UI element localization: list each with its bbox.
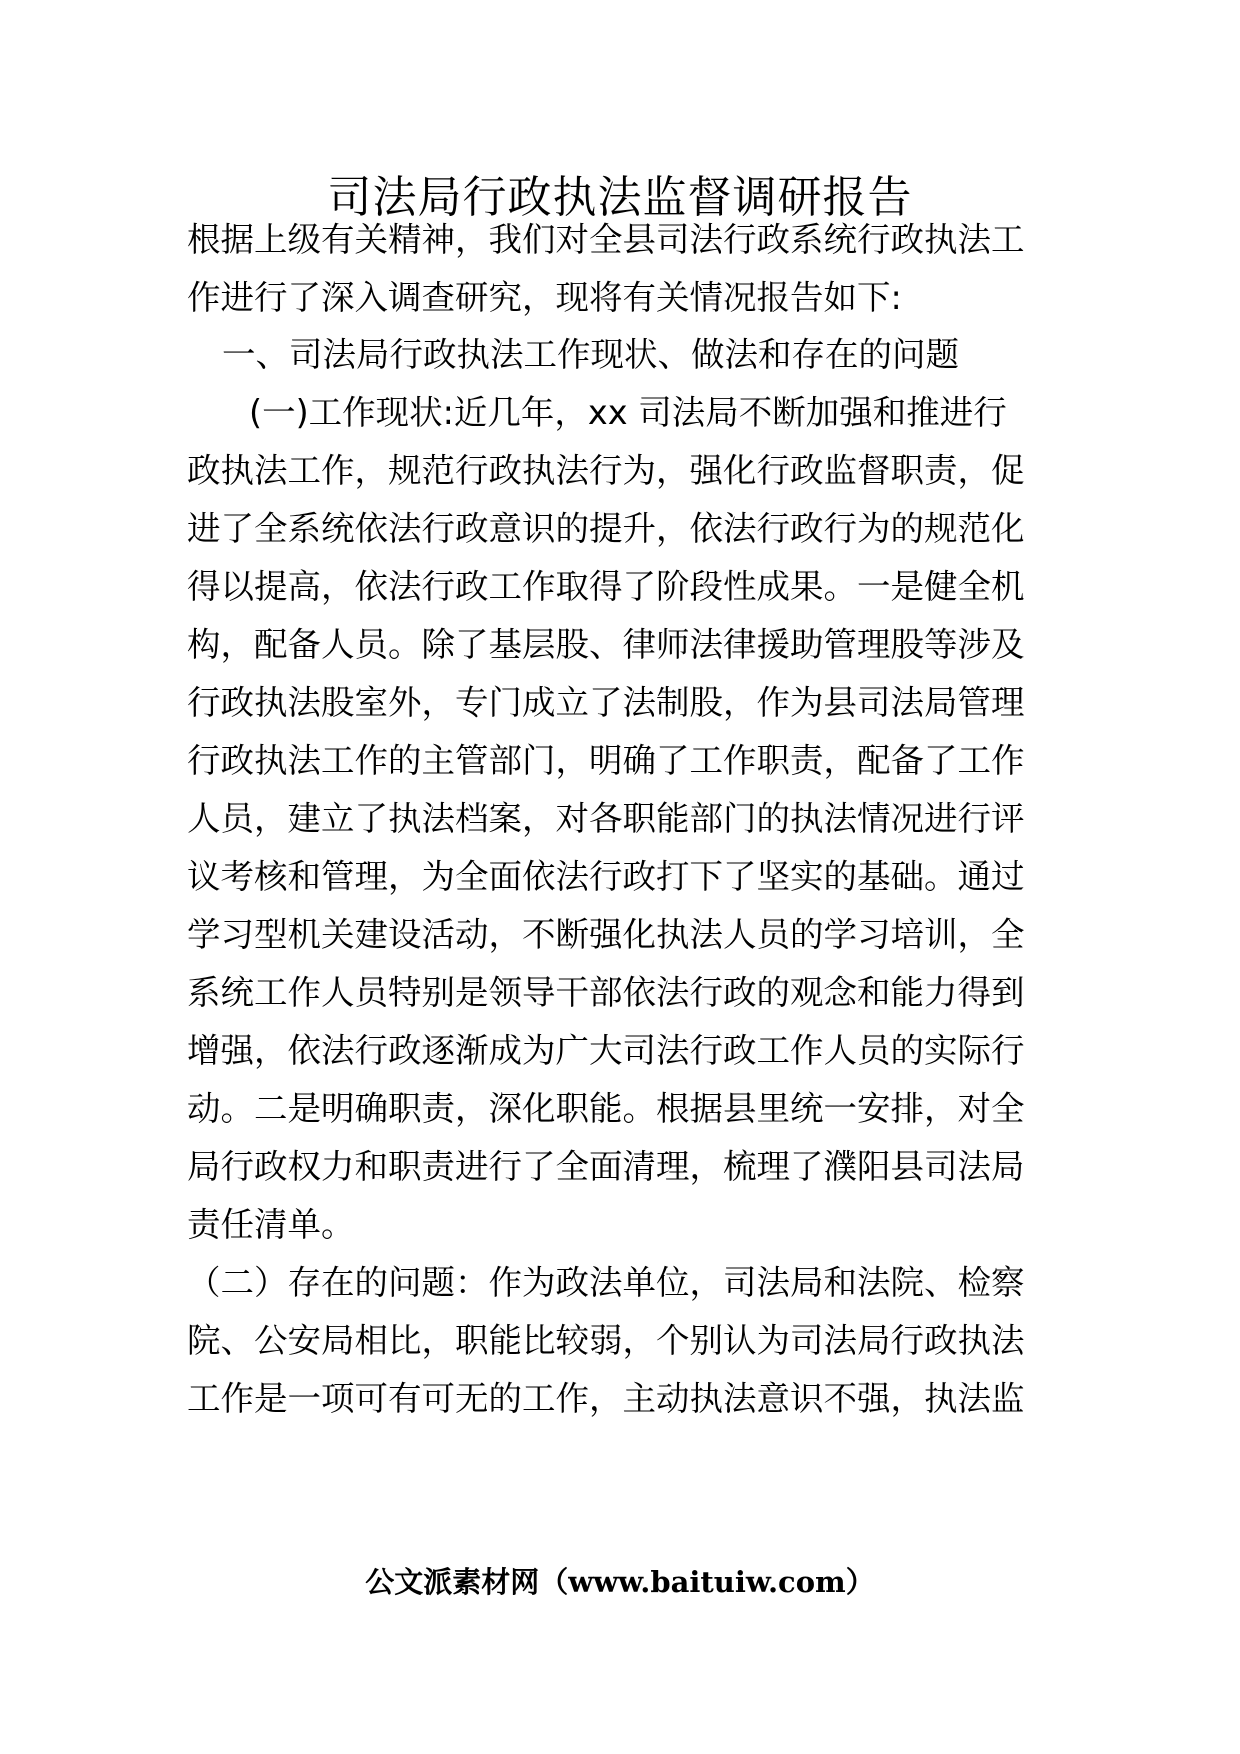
- paragraph-line: 工作是一项可有可无的工作，主动执法意识不强，执法监: [187, 1379, 1025, 1418]
- paragraph-line: （二）存在的问题：作为政法单位，司法局和法院、检察: [187, 1263, 1025, 1302]
- paragraph-line: 议考核和管理，为全面依法行政打下了坚实的基础。通过: [187, 857, 1025, 896]
- paragraph-line: 人员，建立了执法档案，对各职能部门的执法情况进行评: [187, 799, 1025, 838]
- paragraph-line: 局行政权力和职责进行了全面清理，梳理了濮阳县司法局: [187, 1147, 1025, 1186]
- paragraph-line: 增强，依法行政逐渐成为广大司法行政工作人员的实际行: [187, 1031, 1025, 1070]
- paragraph-line: 学习型机关建设活动，不断强化执法人员的学习培训，全: [187, 915, 1025, 954]
- paragraph-line: 得以提高，依法行政工作取得了阶段性成果。一是健全机: [187, 567, 1025, 606]
- paragraph-line: 院、公安局相比，职能比较弱，个别认为司法局行政执法: [187, 1321, 1025, 1360]
- paragraph-line: 政执法工作，规范行政执法行为，强化行政监督职责，促: [187, 451, 1025, 490]
- paragraph-line: 构，配备人员。除了基层股、律师法律援助管理股等涉及: [187, 625, 1025, 664]
- paragraph-line: 动。二是明确职责，深化职能。根据县里统一安排，对全: [187, 1089, 1025, 1128]
- paragraph-line: 行政执法股室外，专门成立了法制股，作为县司法局管理: [187, 683, 1025, 722]
- paragraph-line: 责任清单。: [187, 1205, 355, 1244]
- paragraph-line: 行政执法工作的主管部门，明确了工作职责，配备了工作: [187, 741, 1025, 780]
- paragraph-line: (一)工作现状:近几年，xx 司法局不断加强和推进行: [249, 393, 1007, 432]
- paragraph-line: 作进行了深入调查研究，现将有关情况报告如下:: [187, 278, 902, 317]
- paragraph-line: 进了全系统依法行政意识的提升，依法行政行为的规范化: [187, 509, 1025, 548]
- paragraph-line: 根据上级有关精神，我们对全县司法行政系统行政执法工: [187, 220, 1025, 259]
- footer-watermark: 公文派素材网（www.baituiw.com）: [365, 1565, 875, 1599]
- section-heading: 一、司法局行政执法工作现状、做法和存在的问题: [222, 335, 959, 374]
- document-title: 司法局行政执法监督调研报告: [327, 172, 913, 223]
- paragraph-line: 系统工作人员特别是领导干部依法行政的观念和能力得到: [187, 973, 1025, 1012]
